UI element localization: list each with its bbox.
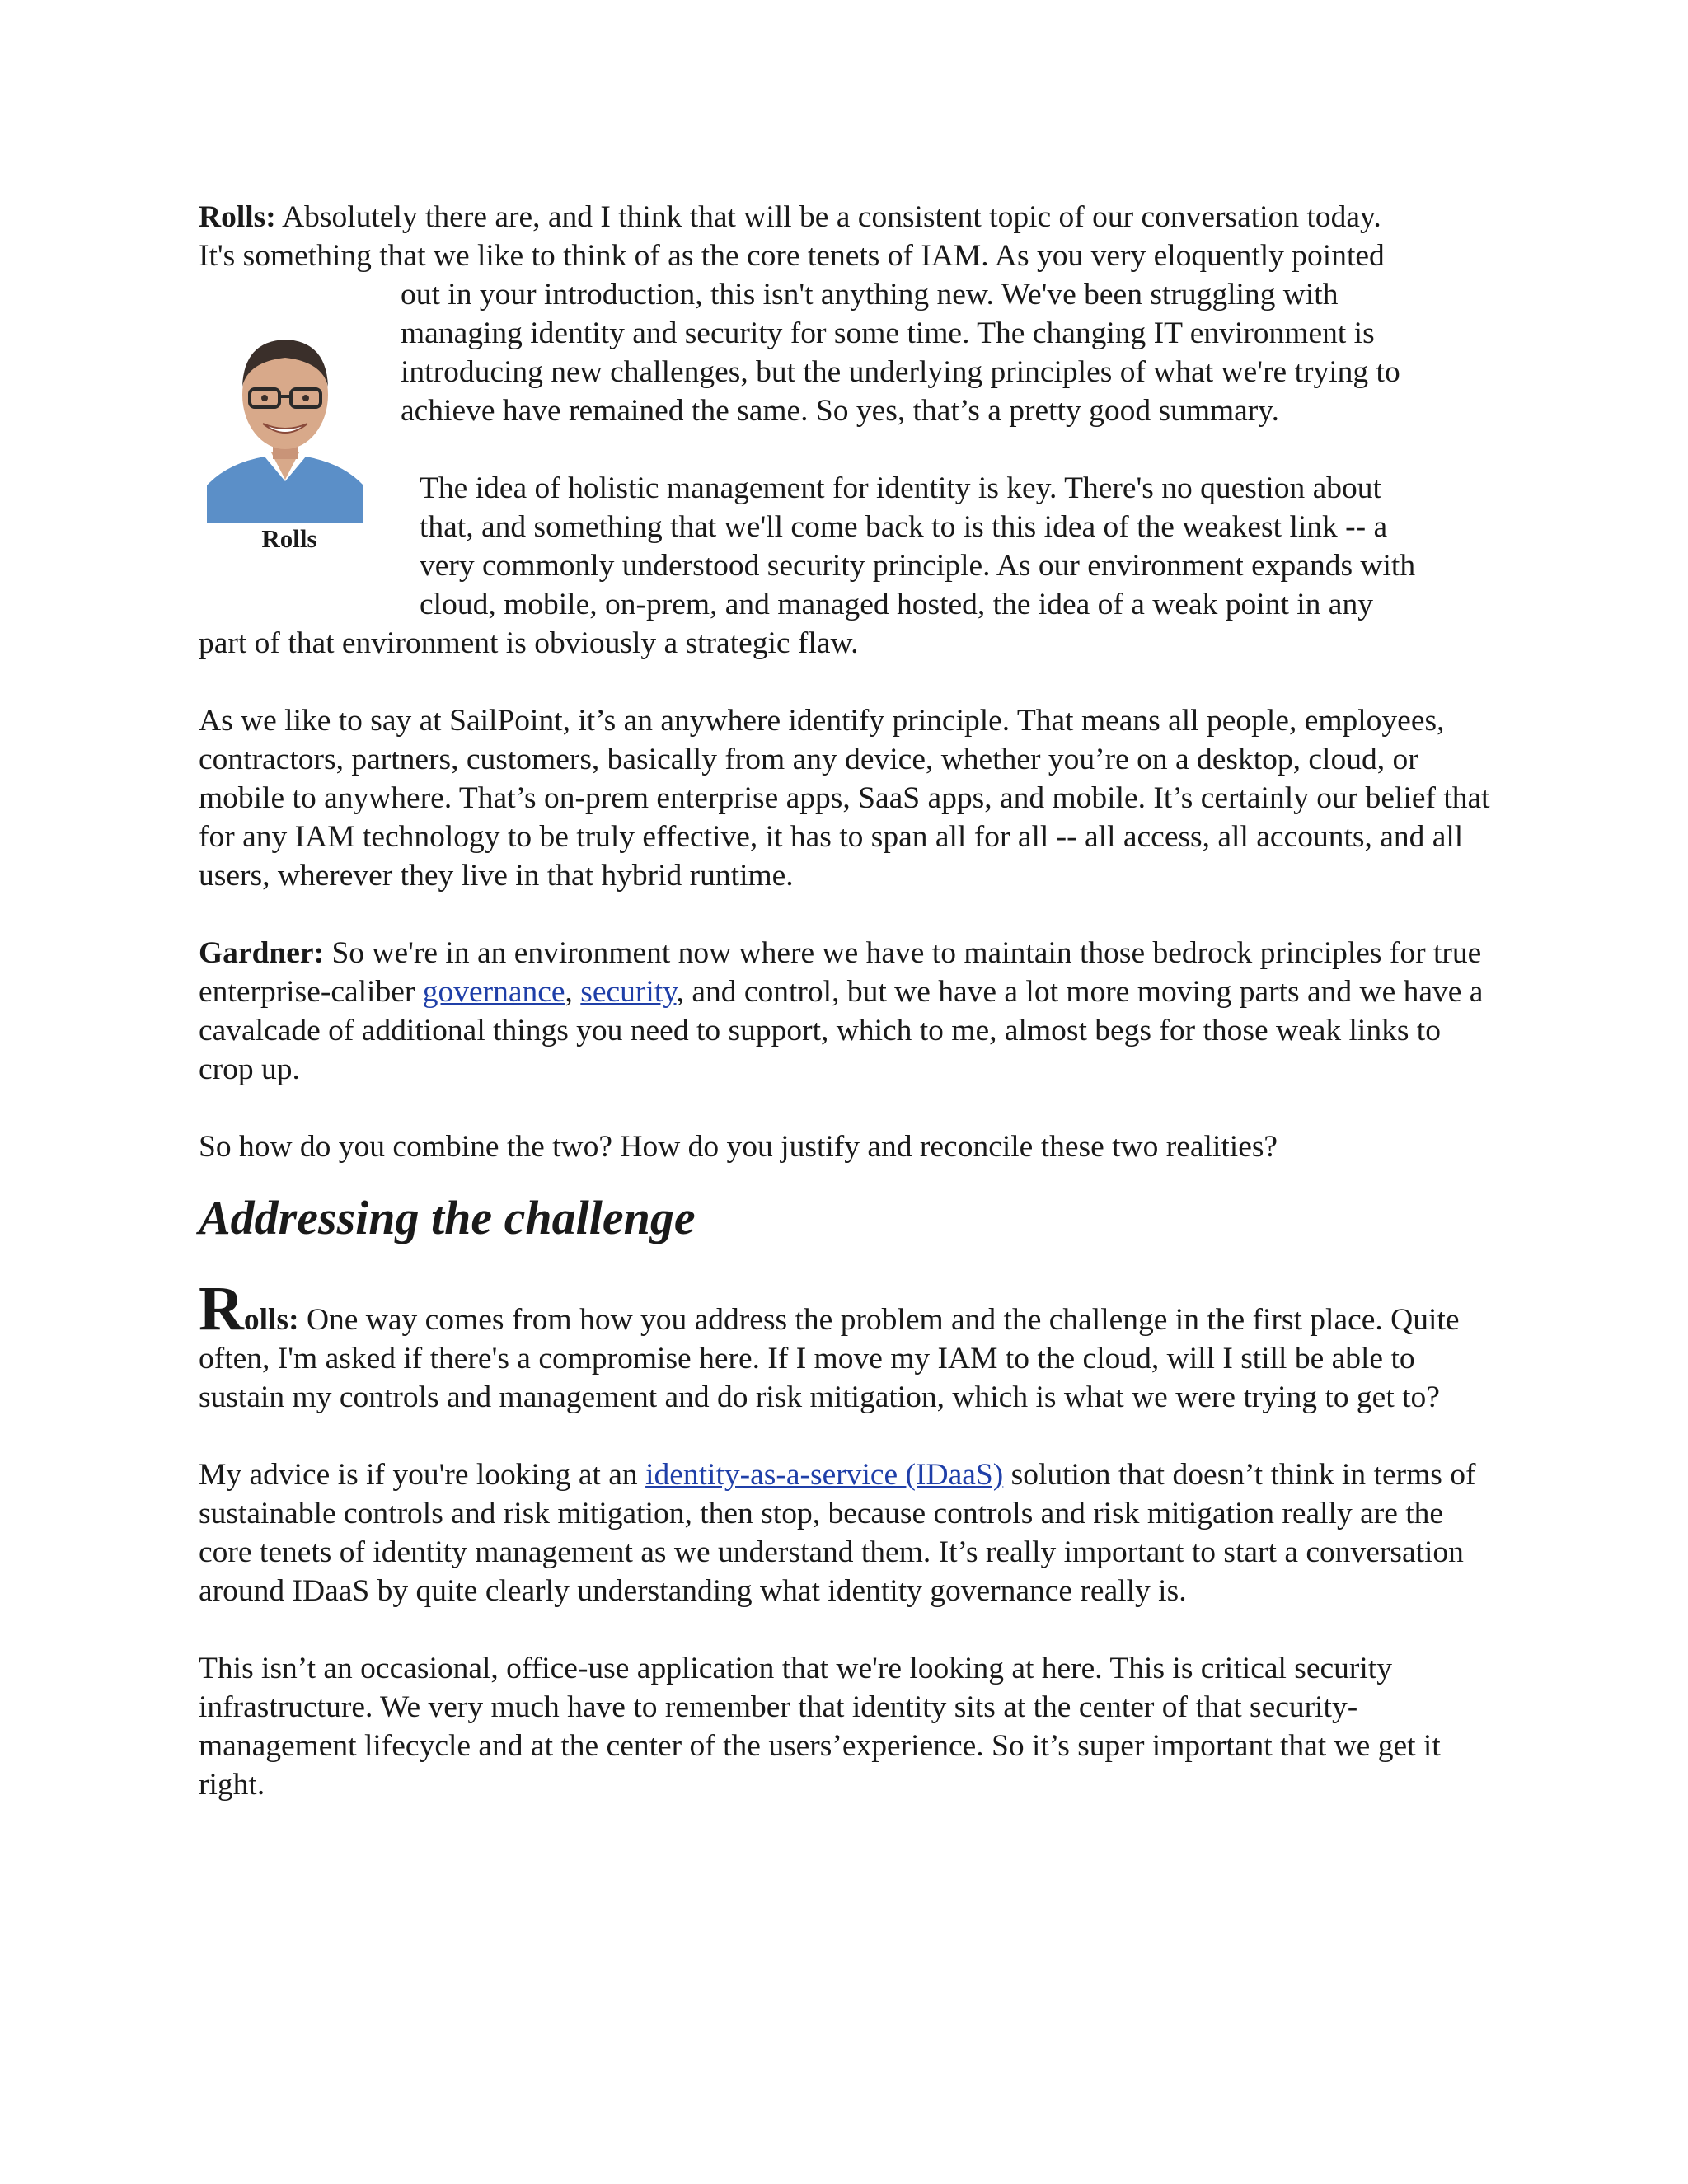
speaker-label: Gardner: — [199, 936, 325, 970]
text-span: One way comes from how you address the problem and the challenge in the first place. Quite often, I'm asked if there's a compromise here. If I move my IAM to the cloud, will I still be able to sustain my controls and management and do risk mitigation, which is what we were trying to get to? — [199, 1303, 1460, 1414]
speaker-label: Rolls: — [199, 200, 276, 234]
paragraph-gap — [199, 430, 1501, 469]
speaker-photo-block — [207, 316, 372, 554]
paragraph-gap — [199, 1089, 1501, 1127]
separator: , — [565, 975, 573, 1009]
security-link[interactable]: security — [580, 975, 677, 1009]
speaker-label: olls: — [243, 1303, 299, 1337]
paragraph-rolls-1 — [199, 198, 1501, 275]
paragraph-advice — [199, 1455, 1501, 1610]
photo-caption: Rolls — [261, 524, 317, 553]
text-span: So we're in an environment now where we have to maintain those bedrock principles for true enterprise-caliber — [199, 936, 1482, 1009]
text-line: out in your introduction, this isn't anything new. We've been struggling with — [401, 278, 1339, 312]
text-span: My advice is if you're looking at an — [199, 1458, 638, 1492]
text-line: cloud, mobile, on-prem, and managed hosted, the idea of a weak point in any — [420, 588, 1373, 621]
document-page — [199, 198, 1501, 1804]
paragraph-gap — [199, 1610, 1501, 1649]
drop-cap: R — [199, 1274, 244, 1343]
paragraph-gardner — [199, 934, 1501, 1089]
text-line: The idea of holistic management for identity is key. There's no question about — [420, 471, 1381, 505]
text-line: achieve have remained the same. So yes, that’s a pretty good summary. — [401, 394, 1279, 428]
text-line: that, and something that we'll come back to is this idea of the weakest link -- a — [420, 510, 1388, 544]
paragraph-infrastructure: This isn’t an occasional, office-use application that we're looking at here. This is critical security infrastructure. We very much have to remember that identity sits at the center of that security-management lifecycle and at the center of the users’experience. So it’s super important that we get it right. — [199, 1652, 1441, 1802]
idaas-link[interactable]: identity-as-a-service (IDaaS) — [645, 1458, 1004, 1492]
section-heading: Addressing the challenge — [199, 1191, 696, 1244]
text-line: managing identity and security for some time. The changing IT environment is — [401, 316, 1375, 350]
text-line: very commonly understood security principle. As our environment expands with — [420, 549, 1416, 583]
text-line: It's something that we like to think of as the core tenets of IAM. As you very eloquently pointed — [199, 239, 1385, 273]
paragraph-sailpoint: As we like to say at SailPoint, it’s an anywhere identify principle. That means all people, employees, contractors, partners, customers, basically from any device, whether you’re on a desktop, cloud, or mobile to anywhere. That’s on-prem enterprise apps, SaaS apps, and mobile. It’s certainly our belief that for any IAM technology to be truly effective, it has to span all for all -- all access, all accounts, and all users, wherever they live in that hybrid runtime. — [199, 704, 1490, 893]
paragraph-gap — [199, 895, 1501, 934]
text-span: , and control, but we have a lot more moving parts and we have a cavalcade of additional things you need to support, which to me, almost begs for those weak links to crop up. — [199, 975, 1484, 1086]
paragraph-gap — [199, 663, 1501, 701]
paragraph-gap — [199, 1417, 1501, 1455]
text-line: part of that environment is obviously a strategic flaw. — [199, 626, 859, 660]
governance-link[interactable]: governance — [422, 975, 565, 1009]
heading-gap — [199, 1247, 1501, 1290]
heading-gap — [199, 1166, 1501, 1189]
indented-lines-1 — [199, 275, 1501, 430]
text-span: solution that doesn’t think in terms of sustainable controls and risk mitigation, then stop, because controls and risk mitigation really are the core tenets of identity management as we understand them. It’s really important to start a conversation around IDaaS by quite clearly understanding what identity governance really is. — [199, 1458, 1476, 1608]
paragraph-question: So how do you combine the two? How do you justify and reconcile these two realities? — [199, 1130, 1278, 1164]
indented-lines-2 — [199, 469, 1501, 624]
speaker-photo — [207, 316, 363, 523]
text-line: introducing new challenges, but the underlying principles of what we're trying to — [401, 355, 1400, 389]
paragraph-rolls-2 — [199, 1274, 1501, 1417]
text-line: Absolutely there are, and I think that will be a consistent topic of our conversation today. — [282, 200, 1381, 234]
